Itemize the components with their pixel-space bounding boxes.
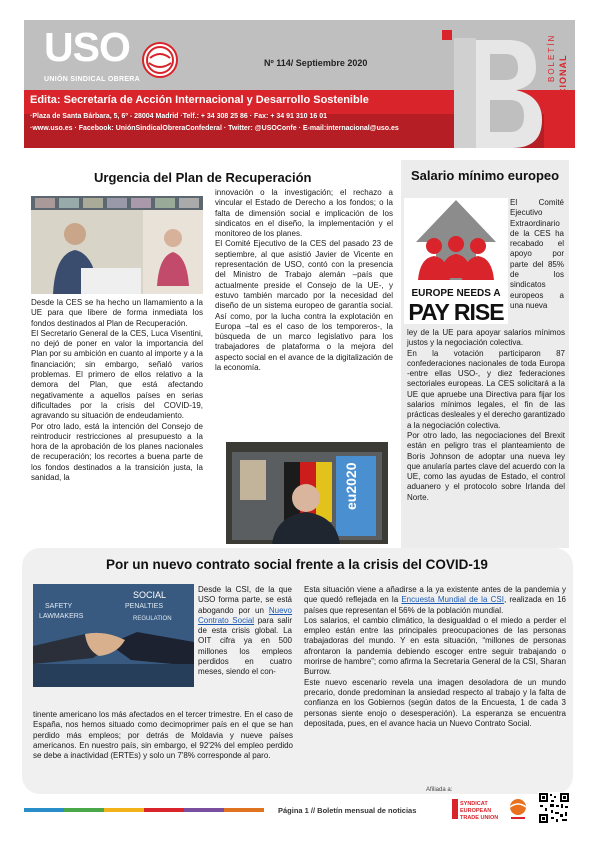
svg-text:SAFETY: SAFETY — [45, 603, 73, 610]
affiliated-label: Afiliada a: — [426, 787, 453, 793]
article2-title: Por un nuevo contrato social frente a la crisis del COVID-19 — [106, 557, 488, 572]
minister-video-photo — [226, 442, 388, 544]
svg-text:SYNDICAT: SYNDICAT — [460, 801, 488, 807]
globe-icon — [142, 42, 178, 78]
etuc-logo — [452, 797, 499, 821]
svg-text:SOCIAL: SOCIAL — [133, 590, 167, 600]
footer-page-label: Página 1 // Boletín mensual de noticias — [278, 806, 417, 815]
banner-line-1: EUROPE NEEDS A — [411, 288, 501, 299]
article2-narrow: Desde la CSI, de la que USO forma parte, se está abogando por un Nuevo Contrato Social para salir de esta crisis global. La OIT cifra ya en 500 millones los empleos perdidos en cuatro meses, siendo el con- — [198, 585, 292, 677]
article1-col1: Desde la CES se ha hecho un llamamiento a la UE para que libere de forma inmediata los fondos destinados al Plan de Recuperación. El Secretario General de la CES, Luca Visentini, no dejó de poner en valor la importancia del Plan por su ambición en cuanto al importe y a la financiación; sin embargo, señaló varios problemas. El primero de ellos relativo a la demora del Plan, que está afectando negativamente a aquellos países en serias dificultades por la crisis del COVID-19, agravando su situación de endeudamiento. Por otro lado, está la intención del Consejo de reintroducir restricciones al presupuesto a la hora de la aprobación de los planes nacionales de recuperación; los recortes a buena parte de los fondos destinados a la transición justa, la sanidad, la — [31, 298, 203, 483]
uso-small-logo — [507, 797, 529, 821]
footer-stripe — [64, 808, 104, 812]
vertical-label-internacional: INTERNACIONAL — [558, 54, 568, 142]
svg-text:PENALTIES: PENALTIES — [125, 603, 163, 610]
nuevo-contrato-social-link[interactable]: Nuevo Contrato Social — [198, 605, 292, 625]
uso-logo: USO — [44, 24, 130, 70]
pay-rise-banner — [404, 198, 508, 324]
article2-wide: tinente americano los más afectados en el tercer trimestre. En el caso de España, nos hemos situado como decimoprimer país en el que se han perdido más empleos; por detrás de Moldavia y nueve países americanos. En nuestro país, sin embargo, el 92'2% del empleo perdido se debe a inactividad (ERTEs) y solo un 7'8% corresponde al paro. — [33, 710, 293, 761]
encuesta-mundial-link[interactable]: Encuesta Mundial de la CSI — [401, 595, 504, 605]
vertical-label — [544, 30, 570, 142]
contact-line: ·www.uso.es · Facebook: UniónSindicalObreraConfederal · Twitter: @USOConfe · E-mail:internacional@uso.es — [30, 125, 399, 132]
footer-stripe — [24, 808, 64, 812]
issue-number: Nº 114/ Septiembre 2020 — [264, 58, 368, 68]
footer-color-stripes — [24, 808, 264, 812]
publisher-line: Edita: Secretaría de Acción Internacional y Desarrollo Sostenible — [30, 94, 369, 106]
uso-logo-subtitle: UNIÓN SINDICAL OBRERA — [44, 76, 141, 83]
footer-stripe — [184, 808, 224, 812]
qr-code-icon[interactable] — [538, 792, 570, 824]
article2-col2: Esta situación viene a añadirse a la ya existente antes de la pandemia y que quedó reflejada en la Encuesta Mundial de la CSI, realizada en 16 países que representan el 56% de la población mundial. Los salarios, el cambio climático, la desigualdad o el miedo a perder el empleo están entre las principales preocupaciones de las personas trabajadoras del mundo. Y en esta situación, “millones de personas afrontaron la pandemia debiendo escoger entre seguir trabajando o morirse de hambre”; como afirma la Secretaria General de la CSI, Sharan Burrow. Este nuevo escenario revela una imagen desoladora de un mundo precario, donde predominan la ansiedad respecto al trabajo y la falta de confianza en los Gobiernos (según datos de la Encuesta, 1 de cada 3 personas siente enojo o desesperación). La esperanza se encuentra depositada, pues, en el avance hacia un Nuevo Contrato Social. — [304, 585, 566, 728]
sidebar-title: Salario mínimo europeo — [411, 168, 560, 183]
footer-stripe — [104, 808, 144, 812]
svg-text:eu2020: eu2020 — [343, 462, 359, 510]
footer-stripe — [144, 808, 184, 812]
svg-text:LAWMAKERS: LAWMAKERS — [39, 613, 84, 620]
svg-text:TRADE UNION: TRADE UNION — [460, 815, 499, 821]
footer-stripe — [224, 808, 264, 812]
article1-title: Urgencia del Plan de Recuperación — [94, 170, 312, 185]
sidebar-text-narrow: El Comité Ejecutivo Extraordinario de la CES ha recabado el apoyo por parte del 85% de los sindicatos europeos a una nueva — [510, 198, 564, 310]
handshake-photo — [33, 584, 194, 687]
video-meeting-photo — [31, 196, 203, 294]
vertical-label-boletin: BOLETÍN — [547, 33, 556, 82]
svg-text:EUROPEAN: EUROPEAN — [460, 808, 492, 814]
address-line: ·Plaza de Santa Bárbara, 5, 6º - 28004 Madrid ·Telf.: + 34 308 25 86 · Fax: + 34 91 310 16 01 — [30, 113, 327, 120]
banner-line-2: PAY RISE — [408, 299, 504, 325]
svg-text:REGULATION: REGULATION — [133, 616, 172, 622]
article1-col2: innovación o la investigación; el rechazo a vincular el Estado de Derecho a los fondos; o la falta de dimensión social e implicación de los sindicatos en el diseño, la implementación y el monitoreo de los planes. El Comité Ejecutivo de la CES del pasado 23 de septiembre, al que asistió Javier de Vicente en representación de USO, contó con la presencia del Ministro de Trabajo alemán –país que actualmente preside el Consejo de la UE-, y estuvo también marcado por la necesidad del diseño de un sistema europeo de garantía social. Así como, por la lucha contra la explotación en Europa –tal es el caso de los temporeros-, la búsqueda de un marco legislativo para los trabajadores de plataforma o la mejora del aspecto social en el avance de la digitalización de la economía. — [215, 188, 393, 373]
masthead — [24, 20, 575, 148]
sidebar-text-wide: ley de la UE para apoyar salarios mínimos justos y la negociación colectiva. En la votación participaron 87 confederaciones nacionales de toda Europa -entre ellas USO-, y diez federaciones sectoriales europeas. La CES solicitará a la UE que apruebe una Directiva para fijar los salarios mínimos legales, el fin de las prácticas desleales y el derecho garantizado a la negociación colectiva. Por otro lado, las negociaciones del Brexit están en peligro tras el planteamiento de Boris Johnson de adoptar una nueva ley que anularía partes clave del acuerdo con la UE, como las ayudas de Estado, el control aduanero y el protocolo sobre Irlanda del Norte. — [407, 328, 565, 502]
boletin-b-icon — [424, 20, 554, 148]
